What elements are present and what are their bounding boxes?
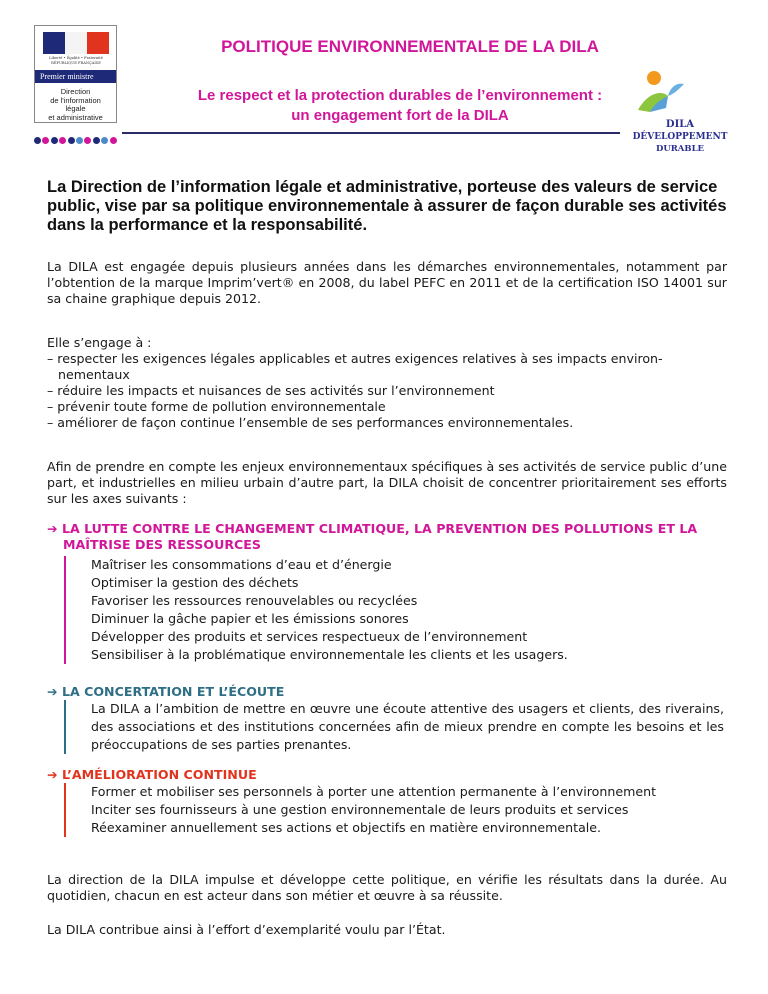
dot [93, 137, 100, 144]
list-item: – améliorer de façon continue l’ensemble de ses performances environnementales. [47, 415, 574, 430]
subtitle-rule [122, 132, 620, 134]
axes-intro-paragraph: Afin de prendre en compte les enjeux environnementaux spécifiques à ses activités de service public d’une part, et industrielles en milieu urbain d’autre part, la DILA choisit de concentrer prioritairement ses efforts sur les axes suivants : [47, 459, 727, 506]
axis-items-amelioration [64, 783, 724, 837]
decorative-dots [34, 129, 118, 137]
dila-dd-logo-text: DILA DÉVELOPPEMENT DURABLE [632, 119, 728, 154]
dot [110, 137, 117, 144]
motto-text: Liberté • Égalité • Fraternité [49, 56, 103, 60]
list-item: Former et mobiliser ses personnels à porter une attention permanente à l’environnement [91, 784, 657, 799]
arrow-right-icon: ➔ [47, 767, 58, 782]
premier-ministre-label: Premier ministre [35, 70, 116, 83]
direction-label: Direction de l'information légale et administrative [48, 87, 103, 122]
axis-heading-concertation: ➔ LA CONCERTATION ET L’ÉCOUTE [47, 684, 285, 699]
commitments-intro: Elle s’engage à : [47, 335, 152, 350]
list-item: – prévenir toute forme de pollution environnementale [47, 399, 386, 414]
government-logo [34, 25, 117, 123]
list-item: Optimiser la gestion des déchets [91, 575, 299, 590]
axis-heading-amelioration: ➔ L’AMÉLIORATION CONTINUE [47, 767, 257, 782]
arrow-right-icon: ➔ [47, 684, 58, 699]
dot [68, 137, 75, 144]
list-item: Diminuer la gâche papier et les émissions sonores [91, 611, 409, 626]
list-item: Favoriser les ressources renouvelables ou recyclées [91, 593, 418, 608]
axis-heading-climate: ➔ LA LUTTE CONTRE LE CHANGEMENT CLIMATIQUE, LA PREVENTION DES POLLUTIONS ET LA MAÎTRISE DES RESSOURCES [47, 521, 698, 552]
axis-text: La DILA a l’ambition de mettre en œuvre une écoute attentive des usagers et clients, des riverains, des associations et des institutions concernées afin de mieux prendre en compte les besoins et les préoccupations de ses parties prenantes. [91, 701, 724, 752]
dot [51, 137, 58, 144]
page-subtitle: Le respect et la protection durables de l’environnement : un engagement fort de la DILA [197, 87, 603, 124]
marianne-flag-icon [43, 32, 109, 54]
commitments-list [47, 335, 727, 431]
lead-paragraph: La Direction de l’information légale et administrative, porteuse des valeurs de service public, vise par sa politique environnementale à assurer de façon durable ses activités dans la performance et la responsabilité. [47, 178, 727, 234]
dot [34, 137, 41, 144]
list-item: Inciter ses fournisseurs à une gestion environnementale de leurs produits et services [91, 802, 629, 817]
dot [84, 137, 91, 144]
axis-items-concertation [64, 700, 724, 754]
list-item: Réexaminer annuellement ses actions et objectifs en matière environnementale. [91, 820, 602, 835]
closing-paragraph-1: La direction de la DILA impulse et développe cette politique, en vérifie les résultats dans la durée. Au quotidien, chacun en est acteur dans son métier et œuvre à sa réussite. [47, 872, 727, 903]
intro-paragraph: La DILA est engagée depuis plusieurs années dans les démarches environnementales, notamment par l’obtention de la marque Imprim’vert® en 2008, du label PEFC en 2011 et de la certification ISO 14001 sur sa chaine graphique depuis 2012. [47, 259, 727, 306]
republique-text: RÉPUBLIQUE FRANÇAISE [51, 60, 101, 65]
dot [101, 137, 108, 144]
dot [59, 137, 66, 144]
page-title: POLITIQUE ENVIRONNEMENTALE DE LA DILA [221, 37, 599, 56]
list-item: nementaux [58, 367, 130, 382]
list-item: Développer des produits et services respectueux de l’environnement [91, 629, 528, 644]
list-item: – réduire les impacts et nuisances de ses activités sur l’environnement [47, 383, 495, 398]
dot [42, 137, 49, 144]
dot [76, 137, 83, 144]
list-item: Sensibiliser à la problématique environnementale les clients et les usagers. [91, 647, 568, 662]
closing-paragraph-2: La DILA contribue ainsi à l’effort d’exemplarité voulu par l’État. [47, 922, 446, 937]
arrow-right-icon: ➔ [47, 521, 58, 536]
list-item: – respecter les exigences légales applicables et autres exigences relatives à ses impacts environ- [47, 351, 663, 366]
list-item: Maîtriser les consommations d’eau et d’énergie [91, 557, 392, 572]
axis-items-climate [64, 556, 724, 664]
